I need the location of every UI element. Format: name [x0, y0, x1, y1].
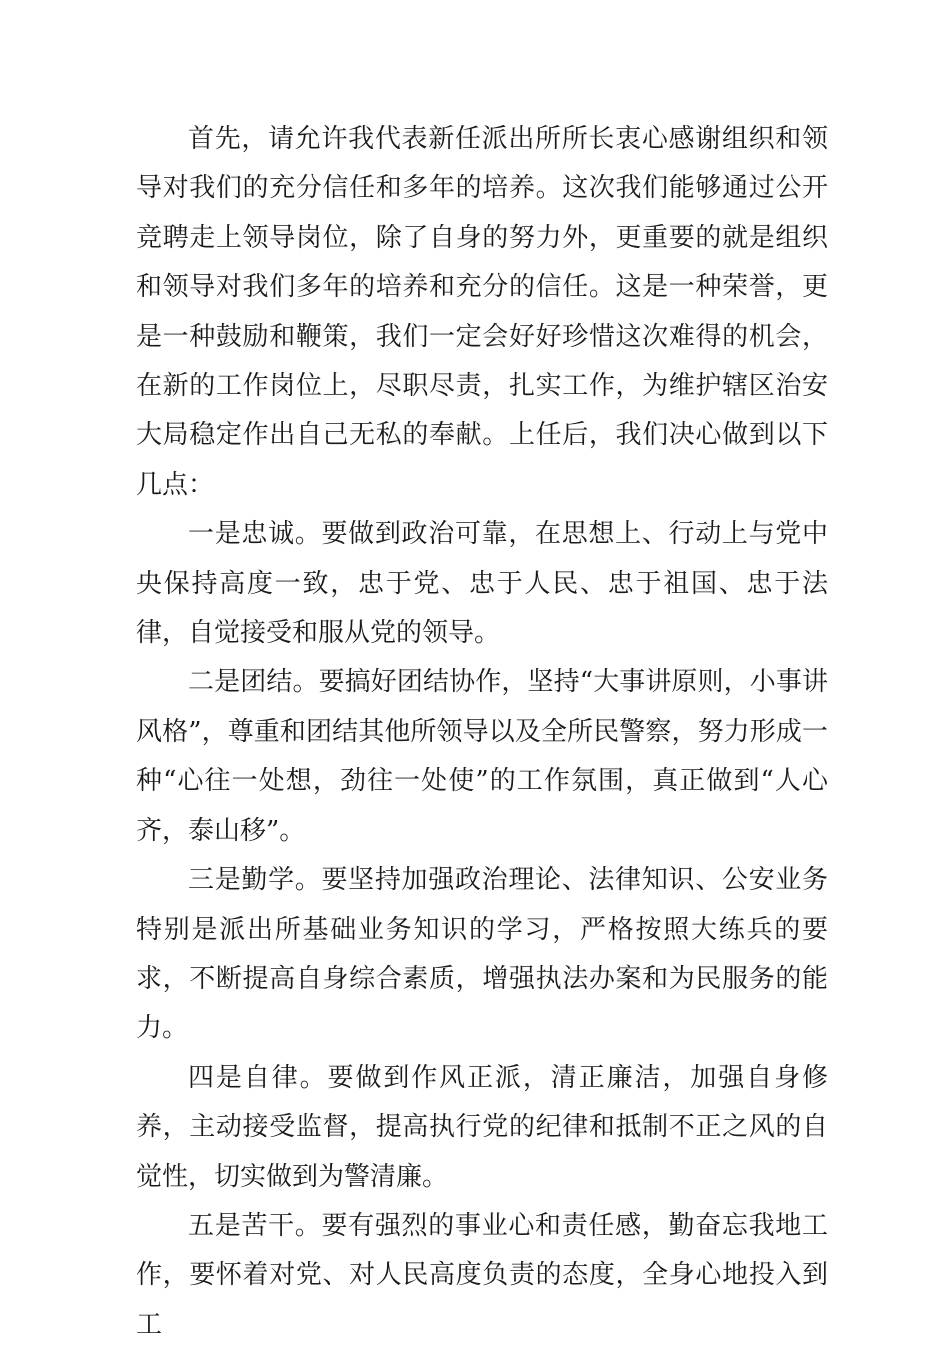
paragraph-study: 三是勤学。要坚持加强政治理论、法律知识、公安业务特别是派出所基础业务知识的学习，严格按照大练兵的要求，不断提高自身综合素质，增强执法办案和为民服务的能力。	[136, 865, 828, 1044]
paragraph-unity: 二是团结。要搞好团结协作，坚持“大事讲原则，小事讲风格”，尊重和团结其他所领导以及全所民警察，努力形成一种“心往一处想，劲往一处使”的工作氛围，真正做到“人心齐，泰山移”。	[136, 667, 828, 846]
paragraph-self-discipline: 四是自律。要做到作风正派，清正廉洁，加强自身修养，主动接受监督，提高执行党的纪律和抵制不正之风的自觉性，切实做到为警清廉。	[136, 1062, 828, 1192]
paragraph-intro: 首先，请允许我代表新任派出所所长衷心感谢组织和领导对我们的充分信任和多年的培养。这次我们能够通过公开竞聘走上领导岗位，除了自身的努力外，更重要的就是组织和领导对我们多年的培养和充分的信任。这是一种荣誉，更是一种鼓励和鞭策，我们一定会好好珍惜这次难得的机会，在新的工作岗位上，尽职尽责，扎实工作，为维护辖区治安大局稳定作出自己无私的奉献。上任后，我们决心做到以下几点：	[136, 124, 828, 500]
document-body	[136, 115, 828, 1350]
paragraph-loyalty: 一是忠诚。要做到政治可靠，在思想上、行动上与党中央保持高度一致，忠于党、忠于人民、忠于祖国、忠于法律，自觉接受和服从党的领导。	[136, 519, 828, 649]
paragraph-hard-work: 五是苦干。要有强烈的事业心和责任感，勤奋忘我地工作，要怀着对党、对人民高度负责的态度，全身心地投入到工	[136, 1210, 828, 1340]
